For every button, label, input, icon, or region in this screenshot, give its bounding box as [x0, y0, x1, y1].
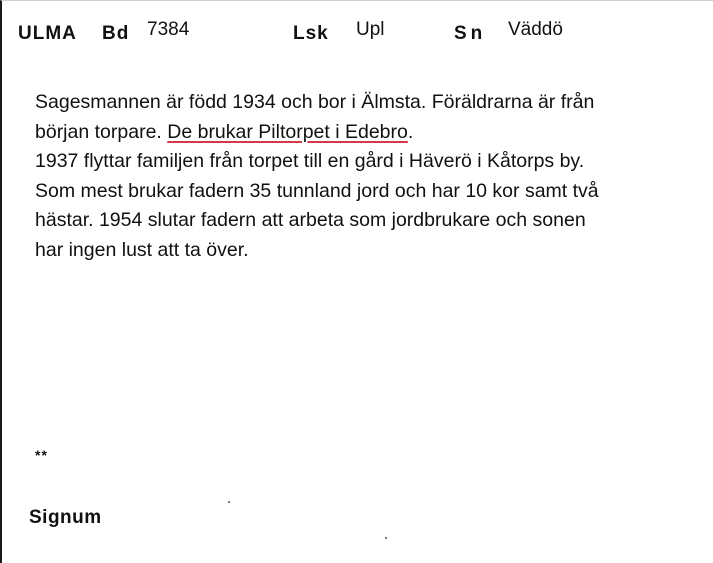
- text-line-2-end: .: [407, 120, 414, 143]
- text-line-2-start: början torpare.: [35, 120, 168, 143]
- underlined-phrase: De brukar Piltorpet i Edebro: [167, 120, 408, 143]
- scan-speck: [228, 501, 230, 503]
- record-text: [35, 88, 705, 265]
- text-line-4: Som mest brukar fadern 35 tunnland jord och har 10 kor samt två: [35, 179, 599, 202]
- bd-value: 7384: [147, 19, 190, 40]
- stars-marker: **: [35, 447, 48, 463]
- signum-label: Signum: [29, 507, 102, 528]
- sn-label: Sn: [454, 23, 487, 44]
- scan-speck: [385, 537, 387, 539]
- text-line-5: hästar. 1954 slutar fadern att arbeta som jordbrukare och sonen: [35, 209, 586, 231]
- text-line-1: Sagesmannen är född 1934 och bor i Älmsta. Föräldrarna är från: [35, 91, 595, 113]
- bd-label: Bd: [102, 23, 130, 44]
- text-line-6: har ingen lust att ta över.: [35, 238, 249, 261]
- text-line-2: [35, 118, 705, 148]
- lsk-label: Lsk: [293, 23, 329, 44]
- archive-label: ULMA: [18, 23, 77, 44]
- text-line-3: 1937 flyttar familjen från torpet till en gård i Häverö i Kåtorps by.: [35, 150, 585, 172]
- sn-value: Väddö: [508, 19, 563, 40]
- lsk-value: Upl: [356, 19, 385, 40]
